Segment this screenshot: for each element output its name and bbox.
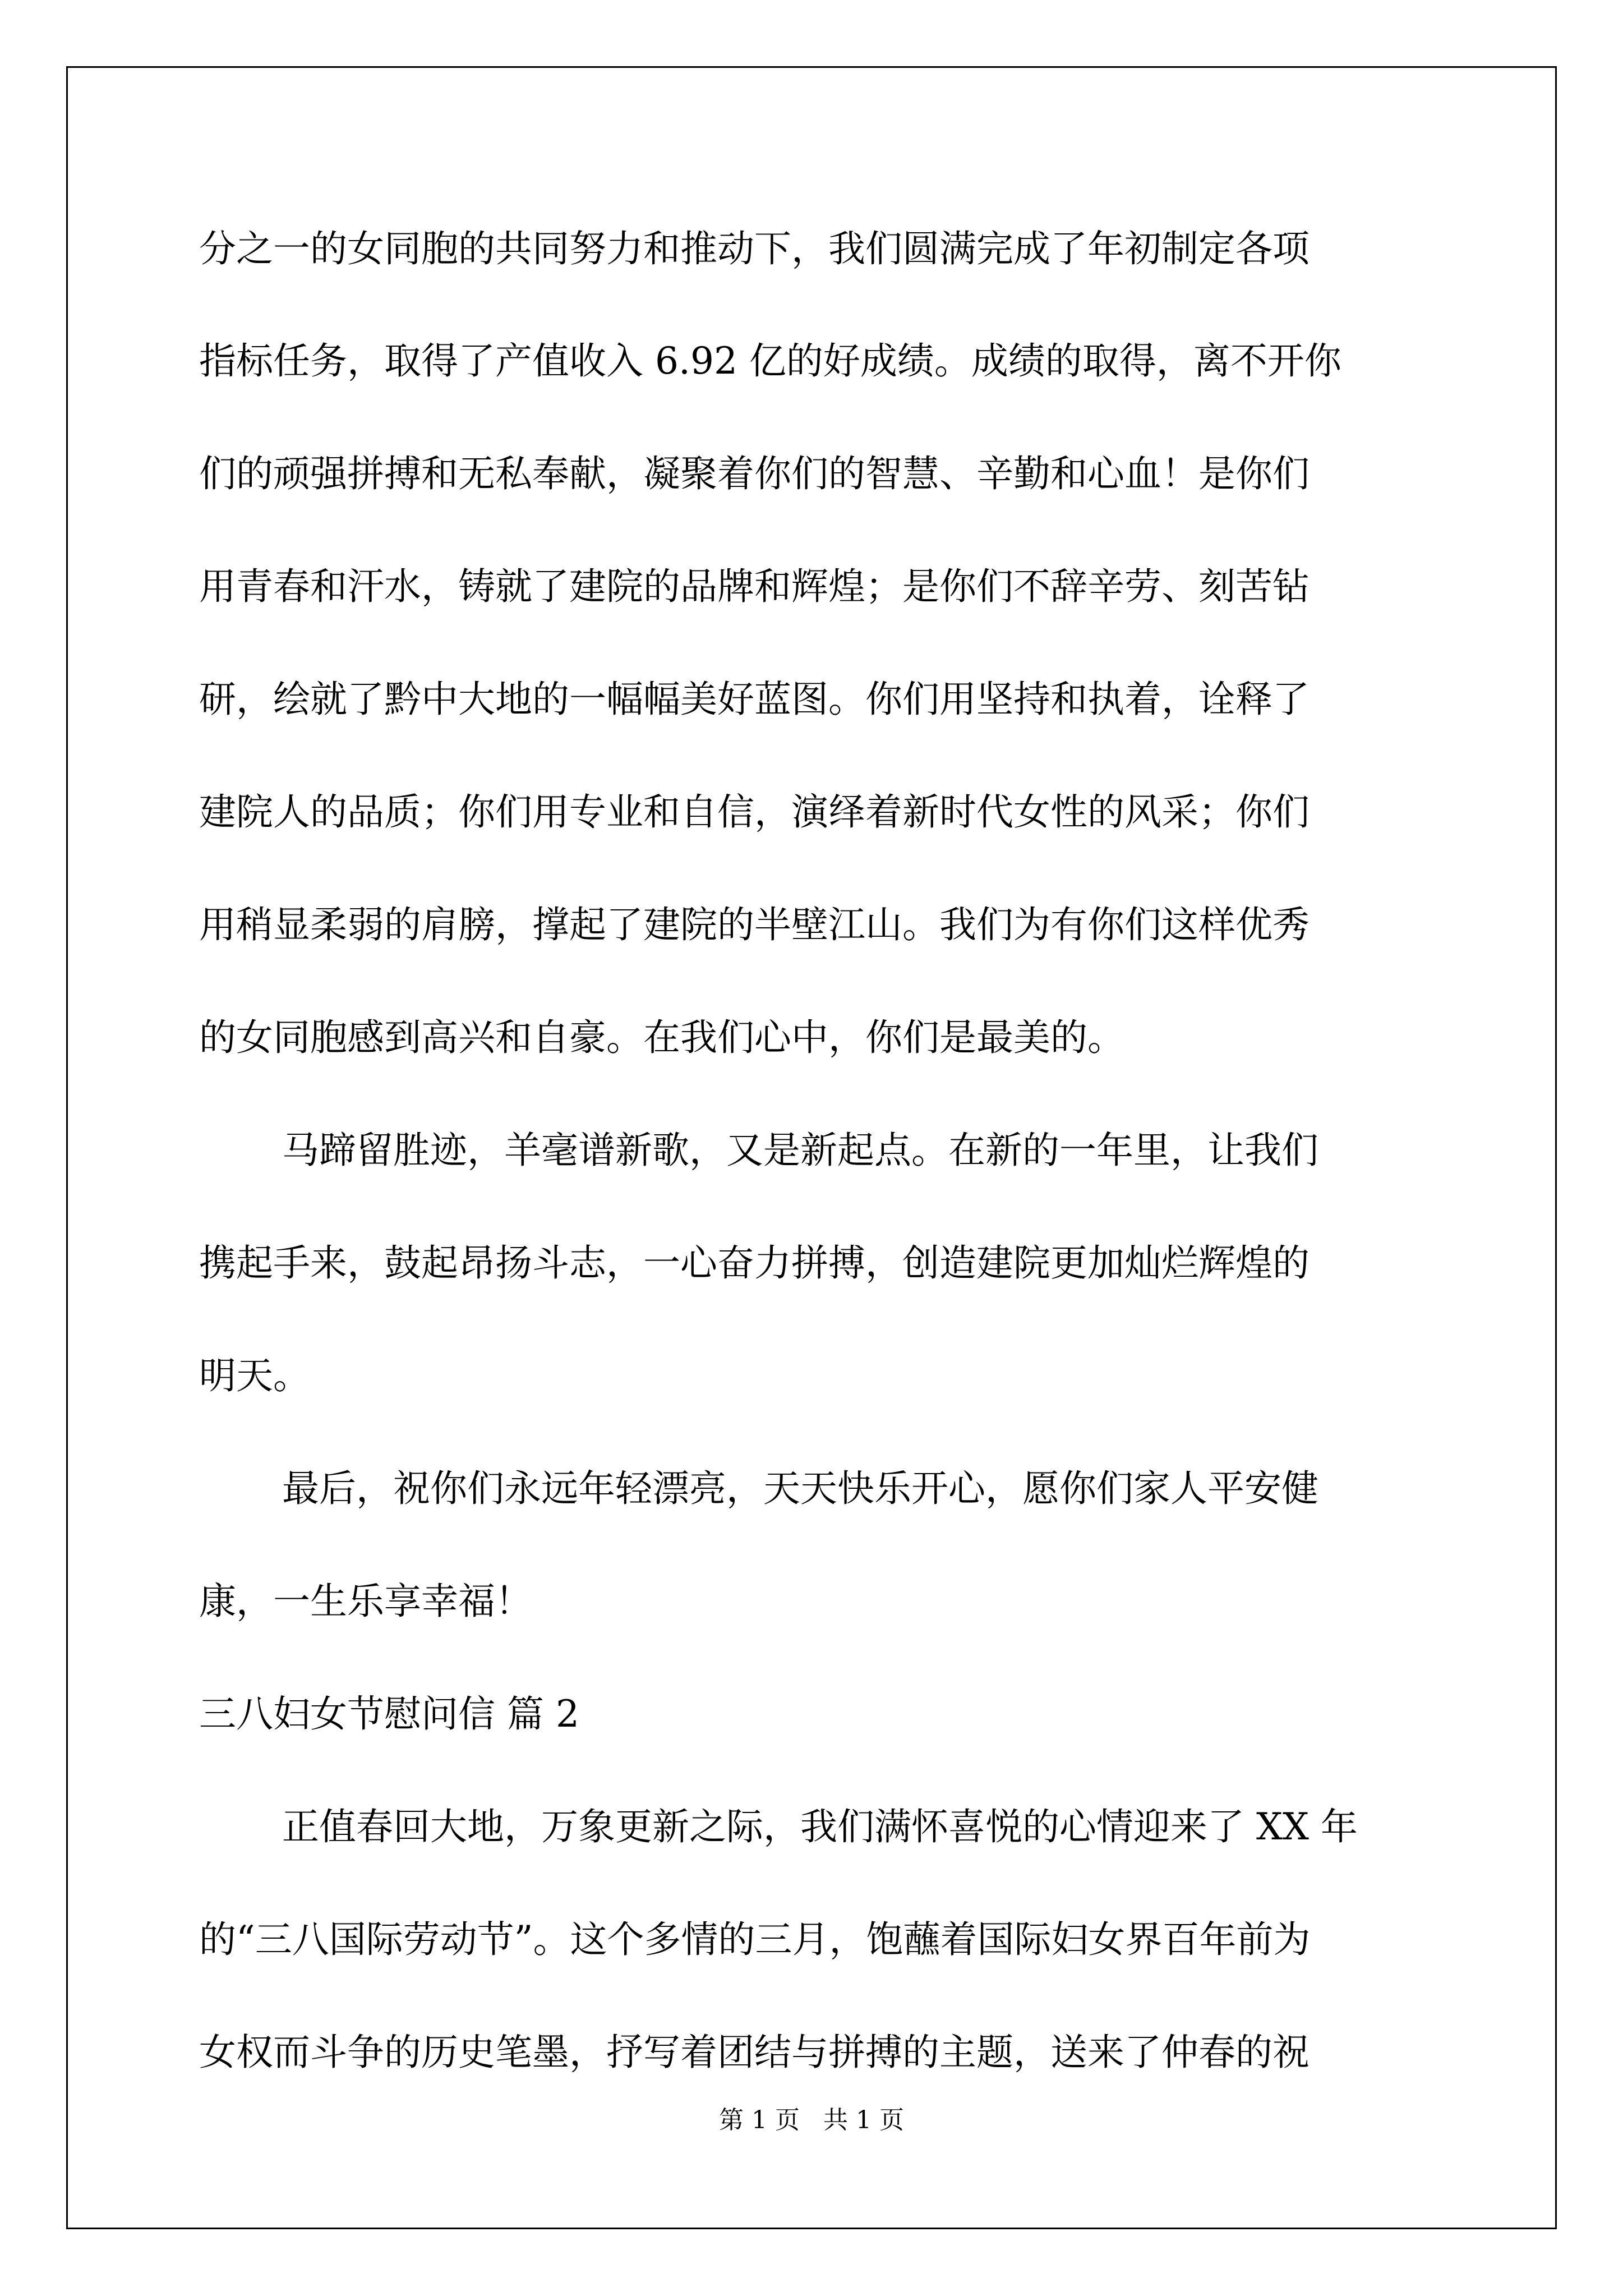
body-line-10: 携起手来，鼓起昂扬斗志，一心奋力拼搏，创造建院更加灿烂辉煌的 — [199, 1241, 1310, 1285]
body-line-5: 研，绘就了黔中大地的一幅幅美好蓝图。你们用坚持和执着，诠释了 — [199, 678, 1310, 721]
section-heading: 三八妇女节慰问信 篇 2 — [199, 1692, 579, 1736]
body-line-3: 们的顽强拼搏和无私奉献，凝聚着你们的智慧、辛勤和心血！是你们 — [199, 452, 1310, 495]
body-line-7: 用稍显柔弱的肩膀，撑起了建院的半壁江山。我们为有你们这样优秀 — [199, 903, 1310, 946]
body-line-8: 的女同胞感到高兴和自豪。在我们心中，你们是最美的。 — [199, 1016, 1124, 1059]
body-line-9: 马蹄留胜迹，羊毫谱新歌，又是新起点。在新的一年里，让我们 — [282, 1129, 1318, 1172]
body-line-4: 用青春和汗水，铸就了建院的品牌和辉煌；是你们不辞辛劳、刻苦钻 — [199, 565, 1310, 608]
body-line-17: 女权而斗争的历史笔墨，抒写着团结与拼搏的主题，送来了仲春的祝 — [199, 2031, 1310, 2074]
body-line-13: 康，一生乐享幸福！ — [199, 1580, 532, 1623]
body-line-16: 的“三八国际劳动节”。这个多情的三月，饱蘸着国际妇女界百年前为 — [199, 1918, 1311, 1961]
body-line-6: 建院人的品质；你们用专业和自信，演绎着新时代女性的风采；你们 — [199, 790, 1310, 834]
body-line-11: 明天。 — [199, 1354, 310, 1397]
body-line-12: 最后，祝你们永远年轻漂亮，天天快乐开心，愿你们家人平安健 — [282, 1467, 1318, 1510]
body-line-1: 分之一的女同胞的共同努力和推动下，我们圆满完成了年初制定各项 — [199, 227, 1310, 270]
page-footer: 第 1 页 共 1 页 — [719, 2106, 904, 2134]
body-line-15: 正值春回大地，万象更新之际，我们满怀喜悦的心情迎来了 XX 年 — [282, 1805, 1358, 1848]
body-line-2: 指标任务，取得了产值收入 6.92 亿的好成绩。成绩的取得，离不开你 — [199, 339, 1341, 383]
